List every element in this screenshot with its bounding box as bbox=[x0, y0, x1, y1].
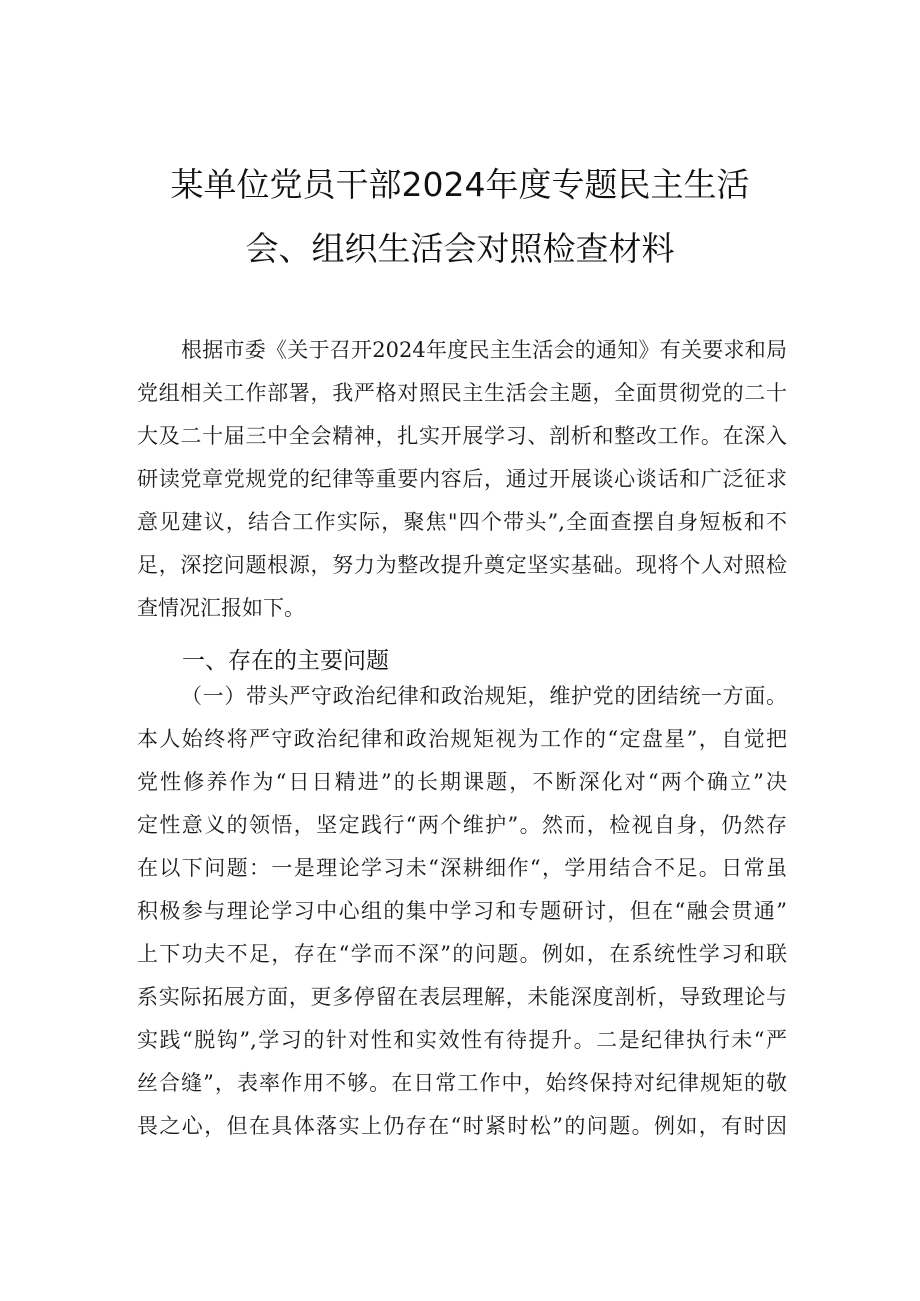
document-title-line-1: 某单位党员干部2024年度专题民主生活 bbox=[170, 165, 750, 204]
document-title-line-2: 会、组织生活会对照检查材料 bbox=[245, 229, 675, 268]
paragraph-line: 畏之心，但在具体落实上仍存在“时紧时松”的问题。例如，有时因 bbox=[137, 1114, 787, 1138]
section-heading: 一、存在的主要问题 bbox=[182, 648, 389, 674]
paragraph-line: 党组相关工作部署，我严格对照民主生活会主题，全面贯彻党的二十 bbox=[137, 381, 787, 405]
paragraph-line: 党性修养作为“日日精进”的长期课题，不断深化对“两个确立”决 bbox=[137, 770, 787, 794]
paragraph-line: 根据市委《关于召开2024年度民主生活会的通知》有关要求和局 bbox=[181, 338, 787, 362]
paragraph-line: 实践“脱钩”,学习的针对性和实效性有待提升。二是纪律执行未“严 bbox=[137, 1028, 787, 1052]
paragraph-line: 本人始终将严守政治纪律和政治规矩视为工作的“定盘星”，自觉把 bbox=[137, 727, 787, 751]
paragraph-line: 查情况汇报如下。 bbox=[137, 596, 305, 620]
paragraph-line: 意见建议，结合工作实际，聚焦"四个带头”,全面查摆自身短板和不 bbox=[137, 510, 787, 534]
paragraph-line: 研读党章党规党的纪律等重要内容后，通过开展谈心谈话和广泛征求 bbox=[137, 467, 787, 491]
paragraph-line: 上下功夫不足，存在“学而不深”的问题。例如，在系统性学习和联 bbox=[137, 942, 787, 966]
paragraph-line: 大及二十届三中全会精神，扎实开展学习、剖析和整改工作。在深入 bbox=[137, 424, 787, 448]
paragraph-line: 定性意义的领悟，坚定践行“两个维护”。然而，检视自身，仍然存 bbox=[137, 813, 787, 837]
paragraph-line: 在以下问题：一是理论学习未“深耕细作“，学用结合不足。日常虽 bbox=[137, 856, 787, 880]
paragraph-line: 系实际拓展方面，更多停留在表层理解，未能深度剖析，导致理论与 bbox=[137, 985, 787, 1009]
paragraph-line: （一）带头严守政治纪律和政治规矩，维护党的团结统一方面。 bbox=[181, 684, 787, 708]
paragraph-line: 丝合缝”，表率作用不够。在日常工作中，始终保持对纪律规矩的敬 bbox=[137, 1071, 787, 1095]
paragraph-line: 足，深挖问题根源，努力为整改提升奠定坚实基础。现将个人对照检 bbox=[137, 553, 787, 577]
paragraph-line: 积极参与理论学习中心组的集中学习和专题研讨，但在“融会贯通” bbox=[137, 899, 787, 923]
